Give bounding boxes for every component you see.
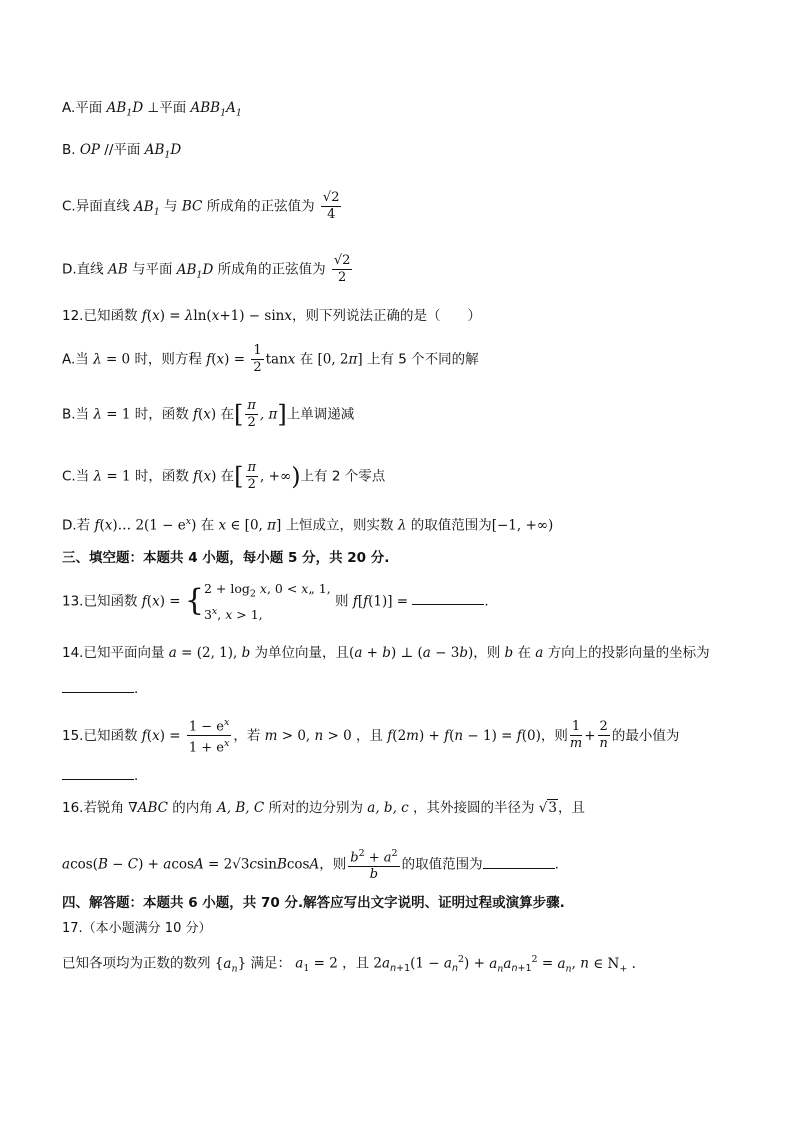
q16-answer-blank[interactable] [483, 854, 555, 869]
q11-c-fraction: $\frac{√2}{4}$ [322, 190, 340, 222]
q11-b-prefix: B. [62, 142, 76, 158]
q14: 14.已知平面向量 a = (2, 1), b 为单位向量，且(a + b) ⊥ (a − 3b)，则 b 在 a 方向上的投影向量的坐标为 [62, 645, 710, 661]
q14-answer-blank[interactable] [62, 678, 134, 693]
q11-option-c: C.异面直线 $AB_1$ 与 BC 所成角的正弦值为 $\frac{√2}{4}$ [62, 190, 340, 222]
q11-d-mid: 与平面 [131, 261, 173, 278]
q15-answer-blank[interactable] [62, 765, 134, 780]
q15-answer-line: . [62, 765, 138, 786]
section-3-heading: 三、填空题：本题共 4 小题，每小题 5 分，共 20 分. [62, 550, 390, 566]
section-4-heading: 四、解答题：本题共 6 小题，共 70 分.解答应写出文字说明、证明过程或演算步骤. [62, 895, 565, 911]
q11-option-a: A.平面 $AB_1D$ ⊥平面 $ABB_1A_1$ [62, 100, 242, 119]
q12-option-a: A.当 λ = 0 时，则方程 f(x) = $\frac{1}{2}$ tanx 在 [0, 2π] 上有 5 个不同的解 [62, 343, 479, 375]
q11-c-prefix: C.异面直线 [62, 198, 130, 215]
q12-option-d: D.若 f(x)… $2(1 - e^x)$ 在 x ∈ [0, π] 上恒成立，则实数 λ 的取值范围为[−1, +∞) [62, 516, 554, 534]
q16-line-1: 16.若锐角 ∇ABC 的内角 A, B, C 所对的边分别为 a, b, c ，其外接圆的半径为 √3，且 [62, 800, 585, 816]
q11-b-mid: //平面 [104, 142, 141, 158]
q11-d-fraction: $\frac{√2}{2}$ [333, 253, 351, 285]
q11-c-suffix: 所成角的正弦值为 [206, 198, 315, 215]
q17-stem: 已知各项均为正数的数列 $\{a_n\}$ 满足： $a_1 = 2$ ，且 $2a_{n+1}(1 - a_n^2) + a_na_{n+1}^2 = a_n$, n ∈ $N_+$ . [62, 954, 636, 975]
q11-a-mid: ⊥平面 [147, 100, 187, 116]
q15: 15.已知函数 f(x) = $\frac{1 - e^x}{1 + e^x}$ ，若 m > 0, n > 0 ，且 f(2m) + f(n − 1) = f(0)，则 $\frac{1}{m}$ + $\frac{2}{n}$ 的最小值为 [62, 717, 680, 756]
q17-header: 17.（本小题满分 10 分） [62, 921, 212, 936]
q13-answer-blank[interactable] [412, 590, 484, 605]
q11-c-mid: 与 [164, 198, 178, 215]
q13: 13.已知函数 f(x) = { $2 + \log_2 x$, 0 < x„ 1, 3$^x$, x > 1, 则 f[f(1)] = . [62, 581, 489, 622]
q12-option-c: C.当 λ = 1 时，函数 f(x) 在[ $\frac{\pi}{2}$ , +∞)上有 2 个零点 [62, 460, 386, 492]
q11-option-b: B. OP //平面 $AB_1D$ [62, 142, 182, 161]
q14-answer-line: . [62, 678, 138, 699]
q12-stem: 12.已知函数 f(x) = λln(x+1) − sinx，则下列说法正确的是（ ） [62, 308, 481, 324]
q12-option-b: B.当 λ = 1 时，函数 f(x) 在[ $\frac{\pi}{2}$ , π]上单调递减 [62, 398, 355, 430]
q16-line-2: acos(B − C) + acosA = 2√3csinBcosA，则 $\frac{b^2 + a^2}{b}$ 的取值范围为 . [62, 848, 559, 883]
q11-d-prefix: D.直线 [62, 261, 104, 278]
q11-a-prefix: A.平面 [62, 100, 103, 116]
q11-option-d: D.直线 AB 与平面 $AB_1D$ 所成角的正弦值为 $\frac{√2}{2}$ [62, 253, 351, 285]
q11-d-suffix: 所成角的正弦值为 [217, 261, 326, 278]
